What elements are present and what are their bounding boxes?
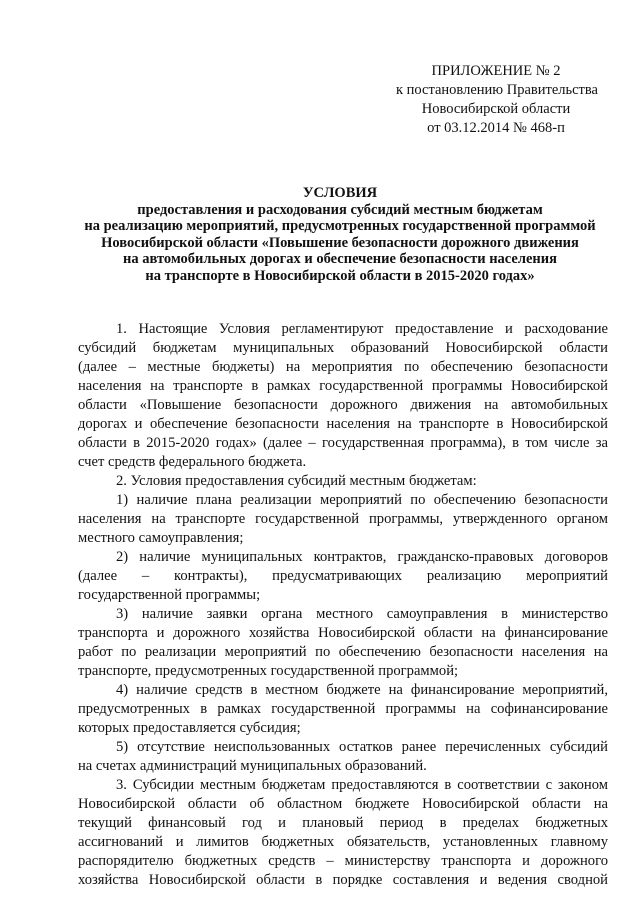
paragraph-line: населения на транспорте в рамках государственной программы Новосибирской — [78, 378, 608, 394]
paragraph-line: (далее – контракты), предусматривающих реализацию мероприятий — [78, 568, 608, 584]
paragraph-line: области в 2015-2020 годах» (далее – государственная программа), в том числе за — [78, 435, 608, 451]
body-paragraph — [78, 472, 608, 491]
paragraph-line: дорогах и обеспечение безопасности населения на транспорте в Новосибирской — [78, 416, 608, 432]
paragraph-line: распорядителю бюджетных средств – министерству транспорта и дорожного — [78, 853, 608, 869]
body-paragraph — [78, 776, 608, 890]
paragraph-line: транспорта и дорожного хозяйства Новосибирской области на финансирование — [78, 625, 608, 641]
paragraph-line: хозяйства Новосибирской области в порядке составления и ведения сводной — [78, 872, 608, 888]
paragraph-line: 3. Субсидии местным бюджетам предоставляются в соответствии с законом — [116, 777, 608, 793]
body-paragraph — [78, 738, 608, 776]
paragraph-line: области «Повышение безопасности дорожного движения на автомобильных — [78, 397, 608, 413]
paragraph-line: 1) наличие плана реализации мероприятий по обеспечению безопасности — [116, 492, 608, 508]
paragraph-line: 3) наличие заявки органа местного самоуправления в министерство — [116, 606, 608, 622]
paragraph-line: субсидий бюджетам муниципальных образований Новосибирской области — [78, 340, 608, 356]
body-paragraph — [78, 548, 608, 605]
paragraph-line: работ по реализации мероприятий по обеспечению безопасности населения на — [78, 644, 608, 660]
title-heading: УСЛОВИЯ — [302, 185, 378, 201]
paragraph-line: Новосибирской области об областном бюджете Новосибирской области на — [78, 796, 608, 812]
title-subline: Новосибирской области «Повышение безопасности дорожного движения — [101, 234, 579, 251]
paragraph-line: текущий финансовый год и плановый период в пределах бюджетных — [78, 815, 608, 831]
annex-date-number: от 03.12.2014 № 468-п — [427, 120, 565, 136]
paragraph-line: (далее – местные бюджеты) на мероприятия по обеспечению безопасности — [78, 359, 608, 375]
annex-resolution-line: к постановлению Правительства — [396, 82, 598, 98]
paragraph-line: 2. Условия предоставления субсидий местным бюджетам: — [116, 473, 477, 489]
paragraph-line: населения на транспорте государственной программы, утвержденного органом — [78, 511, 608, 527]
title-subline: предоставления и расходования субсидий местным бюджетам — [137, 201, 543, 218]
paragraph-line: которых предоставляется субсидия; — [78, 720, 301, 736]
annex-region-line: Новосибирской области — [421, 101, 571, 117]
title-subline: на реализацию мероприятий, предусмотренных государственной программой — [84, 218, 596, 234]
document-body — [78, 320, 608, 890]
body-paragraph — [78, 491, 608, 548]
paragraph-line: предусмотренных в рамках государственной программы на софинансирование — [78, 701, 608, 717]
paragraph-line: государственной программы; — [78, 587, 261, 603]
body-paragraph — [78, 681, 608, 738]
paragraph-line: 5) отсутствие неиспользованных остатков ранее перечисленных субсидий — [116, 739, 608, 755]
title-subline: на автомобильных дорогах и обеспечение безопасности населения — [123, 251, 557, 267]
paragraph-line: транспорте, предусмотренных государственной программой; — [78, 663, 459, 679]
paragraph-line: счет средств федерального бюджета. — [78, 454, 307, 470]
paragraph-line: местного самоуправления; — [78, 530, 244, 546]
body-paragraph — [78, 605, 608, 681]
document-title — [60, 185, 620, 284]
paragraph-line: 1. Настоящие Условия регламентируют предоставление и расходование — [116, 321, 608, 337]
annex-number: ПРИЛОЖЕНИЕ № 2 — [431, 63, 561, 79]
paragraph-line: на счетах администраций муниципальных образований. — [78, 758, 427, 774]
title-subline: на транспорте в Новосибирской области в 2015-2020 годах» — [145, 267, 535, 284]
annex-header — [396, 62, 596, 138]
body-paragraph — [78, 320, 608, 472]
paragraph-line: 2) наличие муниципальных контрактов, гражданско-правовых договоров — [116, 549, 608, 565]
paragraph-line: 4) наличие средств в местном бюджете на финансирование мероприятий, — [116, 682, 608, 698]
paragraph-line: ассигнований и лимитов бюджетных обязательств, установленных главному — [78, 834, 608, 850]
